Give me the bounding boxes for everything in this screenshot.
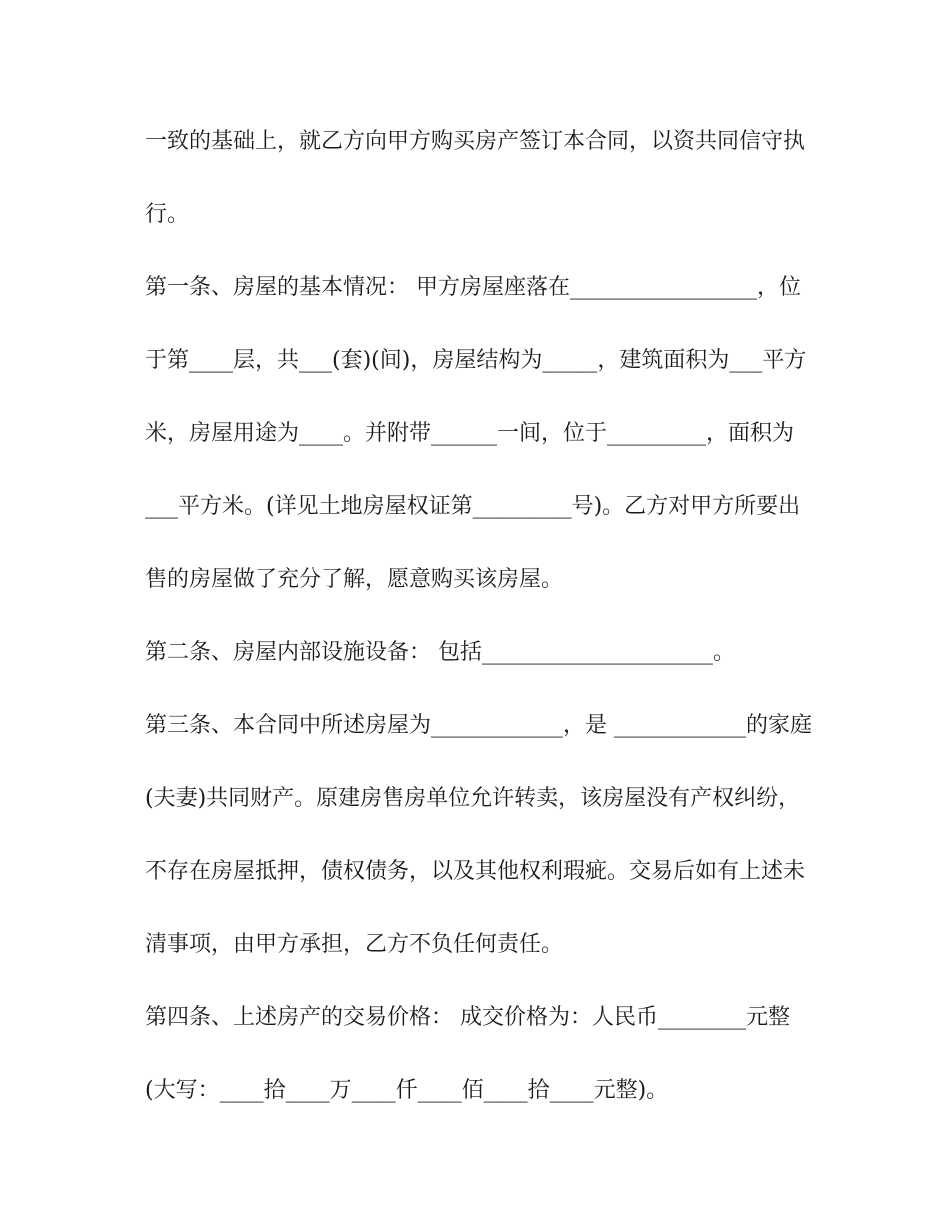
clause-3-line: 第三条、本合同中所述房屋为____________，是 ____________的家庭 [145,713,812,738]
paragraph-line: 行。 [145,202,190,227]
clause-1-line: 于第____层，共___(套)(间)，房屋结构为_____，建筑面积为___平方 [145,348,807,373]
clause-1-line: 第一条、房屋的基本情况： 甲方房屋座落在_________________，位 [145,275,801,300]
clause-4-line: 第四条、上述房产的交易价格： 成交价格为：人民币________元整 [145,1005,790,1030]
clause-4-line: (大写：____拾____万____仟____佰____拾____元整)。 [145,1078,669,1103]
clause-3-line: 不存在房屋抵押，债权债务，以及其他权利瑕疵。交易后如有上述未 [145,859,806,884]
clause-1-line: 售的房屋做了充分了解，愿意购买该房屋。 [145,567,564,592]
clause-1-line: 米，房屋用途为____。并附带______一间，位于_________，面积为 [145,421,795,446]
paragraph-line: 一致的基础上，就乙方向甲方购买房产签订本合同，以资共同信守执 [145,129,806,154]
clause-3-line: (夫妻)共同财产。原建房售房单位允许转卖，该房屋没有产权纠纷， [145,786,801,811]
clause-1-line: ___平方米。(详见土地房屋权证第_________号)。乙方对甲方所要出 [145,494,801,519]
clause-3-line: 清事项，由甲方承担，乙方不负任何责任。 [145,932,564,957]
clause-2-line: 第二条、房屋内部设施设备： 包括_____________________。 [145,640,735,665]
